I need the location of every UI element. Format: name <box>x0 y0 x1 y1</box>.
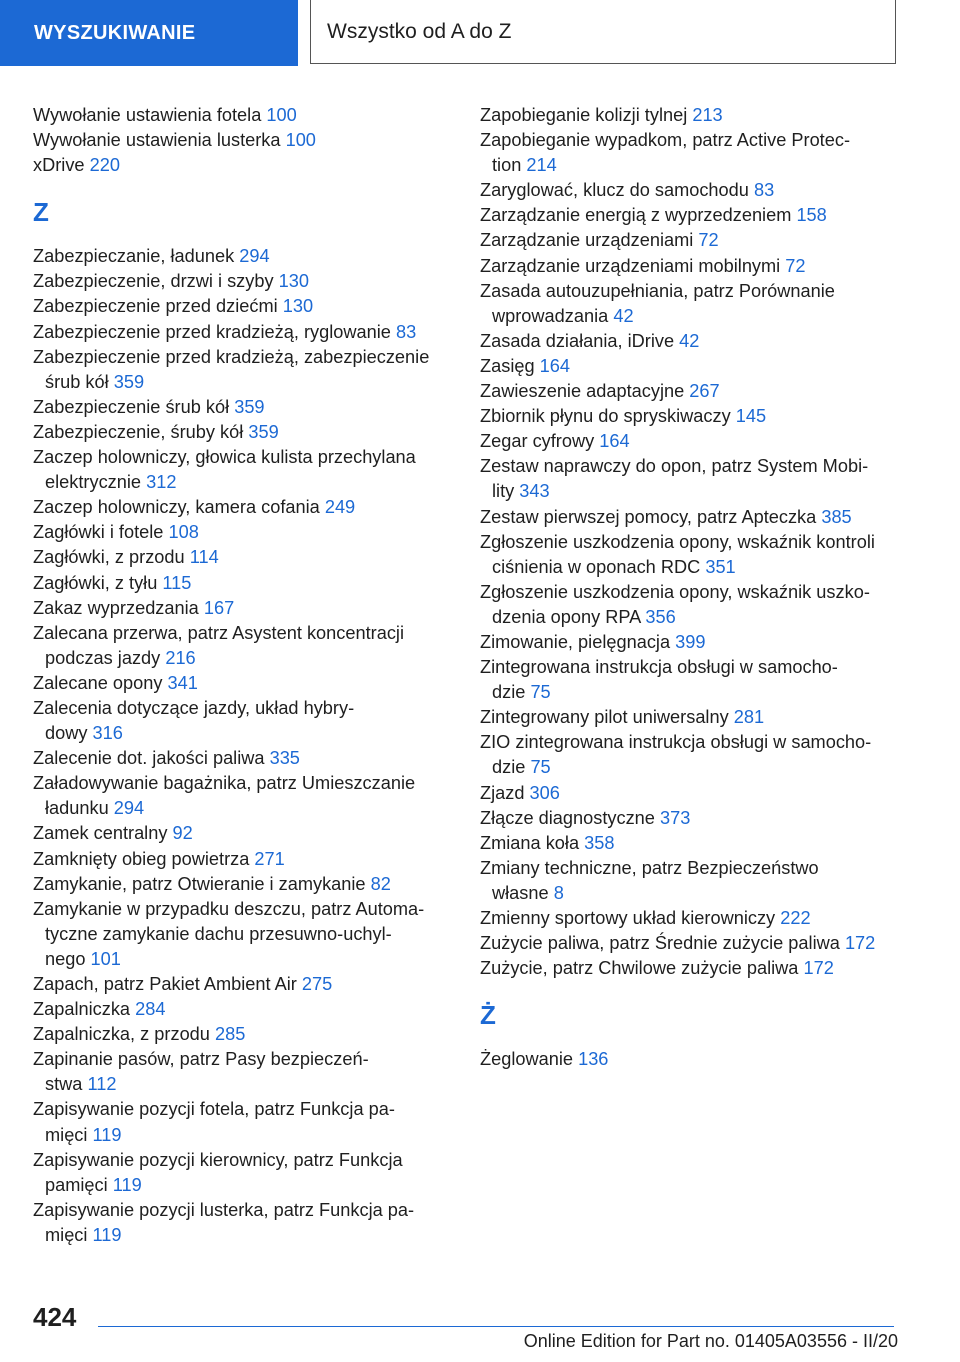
index-entry-text: Zamek centralny <box>33 823 168 844</box>
index-entry <box>480 655 910 705</box>
page-reference-link[interactable]: 359 <box>234 396 265 417</box>
page-reference-link[interactable]: 164 <box>539 355 571 376</box>
index-entry <box>33 294 458 319</box>
index-entry-text: elektrycznie <box>45 472 142 493</box>
index-entry-text: Zaczep holowniczy, kamera cofania <box>33 497 320 518</box>
index-entry <box>33 621 458 671</box>
section-tab[interactable]: WYSZUKIWANIE <box>0 0 298 66</box>
index-entry-text: Zarządzanie energią z wyprzedzeniem <box>480 205 792 226</box>
page-reference-link[interactable]: 92 <box>172 823 193 844</box>
index-entry <box>33 1148 458 1198</box>
index-entry-text: Zagłówki, z tyłu <box>33 572 158 593</box>
index-entry <box>480 279 910 329</box>
page-reference-link[interactable]: 114 <box>189 547 219 568</box>
index-entry <box>33 128 458 153</box>
index-entry <box>33 997 458 1022</box>
index-entry-text: Złącze diagnostyczne <box>480 807 655 828</box>
page-reference-link[interactable]: 130 <box>282 296 314 317</box>
page-reference-link[interactable]: 214 <box>526 155 557 176</box>
page-reference-link[interactable]: 249 <box>324 497 356 518</box>
index-entry <box>480 354 910 379</box>
page-reference-link[interactable]: 82 <box>370 873 391 894</box>
index-entry-text: Zapobieganie kolizji tylnej <box>480 105 688 125</box>
index-entry-text: Wywołanie ustawienia fotela <box>33 105 262 125</box>
index-entry-text: Zimowanie, pielęgnacja <box>480 631 671 652</box>
index-entry-text: dzie <box>492 757 526 778</box>
page-reference-link[interactable]: 83 <box>395 321 417 342</box>
index-entry <box>33 495 458 520</box>
index-entry <box>480 128 910 178</box>
page-reference-link[interactable]: 294 <box>239 246 270 267</box>
page-reference-link[interactable]: 341 <box>167 672 198 693</box>
index-entry <box>33 571 458 596</box>
index-entry <box>480 806 910 831</box>
page-reference-link[interactable]: 42 <box>613 305 634 326</box>
index-entry-text: Zalecenie dot. jakości paliwa <box>33 748 265 769</box>
page-reference-link[interactable]: 42 <box>679 330 700 351</box>
page-reference-link[interactable]: 220 <box>89 155 120 176</box>
index-entry-text: mięci <box>45 1124 88 1145</box>
page-reference-link[interactable]: 101 <box>90 948 121 969</box>
page-reference-link[interactable]: 356 <box>645 606 676 627</box>
index-entry <box>480 203 910 228</box>
index-entry-text: Zagłówki, z przodu <box>33 547 185 568</box>
index-entry-text: Zamykanie w przypadku deszczu, patrz Automa- <box>33 898 425 919</box>
index-entry <box>480 856 910 906</box>
index-entry <box>480 630 910 655</box>
index-entry <box>480 228 910 253</box>
index-entry-text: Zabezpieczenie przed kradzieżą, ryglowanie <box>33 321 391 342</box>
page-reference-link[interactable]: 164 <box>599 431 630 452</box>
index-letter-heading: Z <box>33 197 49 228</box>
index-entry-text: Zarządzanie urządzeniami mobilnymi <box>480 255 781 276</box>
index-entry <box>33 153 458 178</box>
index-entry-text: Zasada działania, iDrive <box>480 330 675 351</box>
page-reference-link[interactable]: 351 <box>705 556 736 577</box>
index-entry-text: Zintegrowany pilot uniwersalny <box>480 707 729 728</box>
index-entry-text: Zamknięty obieg powietrza <box>33 848 250 869</box>
index-entry-text: Zaryglować, klucz do samochodu <box>480 180 749 201</box>
page-number: 424 <box>33 1302 77 1332</box>
index-entry-text: Zagłówki i fotele <box>33 522 164 543</box>
index-entry-text: Zestaw naprawczy do opon, patrz System Mobi- <box>480 456 869 477</box>
page-reference-link[interactable]: 316 <box>92 723 123 744</box>
index-entry <box>480 178 910 203</box>
index-entry-text: Zestaw pierwszej pomocy, patrz Apteczka <box>480 506 817 527</box>
index-entry-text: tyczne zamykanie dachu przesuwno-uchyl- <box>45 923 392 944</box>
index-entry-text: Zużycie paliwa, patrz Średnie zużycie paliwa <box>480 933 840 954</box>
index-entry-text: Zapach, patrz Pakiet Ambient Air <box>33 974 297 994</box>
page-reference-link[interactable]: 281 <box>733 707 765 728</box>
page-reference-link[interactable]: 399 <box>675 631 706 652</box>
index-entry-text: Zapinanie pasów, patrz Pasy bezpieczeń- <box>33 1049 369 1070</box>
index-entry <box>33 821 458 846</box>
page-reference-link[interactable]: 72 <box>698 230 719 251</box>
index-entry <box>33 520 458 545</box>
index-entry <box>480 906 910 931</box>
index-entry-text: Zabezpieczenie przed kradzieżą, zabezpieczenie <box>33 346 430 367</box>
index-entry-text: Zużycie, patrz Chwilowe zużycie paliwa <box>480 958 799 979</box>
index-entry-text: ładunku <box>45 798 109 819</box>
index-entry-text: ZIO zintegrowana instrukcja obsługi w samocho- <box>480 732 872 753</box>
page-reference-link[interactable]: 100 <box>285 130 316 151</box>
index-entry-text: stwa <box>45 1074 83 1095</box>
page-reference-link[interactable]: 267 <box>689 381 720 402</box>
page-reference-link[interactable]: 359 <box>248 421 279 442</box>
page-reference-link[interactable]: 75 <box>530 682 551 703</box>
index-entry-text: dowy <box>45 723 88 744</box>
page-reference-link[interactable]: 172 <box>844 933 876 954</box>
index-entry <box>33 345 458 395</box>
index-entry-text: Zarządzanie urządzeniami <box>480 230 694 251</box>
index-entry-text: własne <box>492 882 549 903</box>
page-reference-link[interactable]: 385 <box>821 506 852 527</box>
page-reference-link[interactable]: 306 <box>529 782 560 803</box>
index-entry <box>33 103 458 128</box>
index-entry <box>33 671 458 696</box>
index-entry <box>480 781 910 806</box>
page-reference-link[interactable]: 8 <box>553 882 564 903</box>
chapter-title: Wszystko od A do Z <box>327 20 512 43</box>
page-reference-link[interactable]: 275 <box>301 974 333 994</box>
page-reference-link[interactable]: 213 <box>692 105 723 125</box>
index-entry-text: Zapalniczka, z przodu <box>33 1024 210 1045</box>
index-entry-text: dzie <box>492 682 526 703</box>
index-entry-text: Zapisywanie pozycji fotela, patrz Funkcja pa- <box>33 1099 395 1120</box>
index-entry <box>33 1198 458 1248</box>
page-reference-link[interactable]: 172 <box>803 958 834 979</box>
index-entry-text: dzenia opony RPA <box>492 606 641 627</box>
index-entry <box>33 1022 458 1047</box>
index-entry <box>33 269 458 294</box>
page-reference-link[interactable]: 119 <box>92 1224 122 1245</box>
index-entry <box>33 395 458 420</box>
index-entry-text: Zabezpieczenie, śruby kół <box>33 421 244 442</box>
page-reference-link[interactable]: 75 <box>530 757 551 778</box>
page-reference-link[interactable]: 222 <box>780 908 811 928</box>
page-reference-link[interactable]: 285 <box>214 1024 246 1045</box>
index-entry-text: Zbiornik płynu do spryskiwaczy <box>480 406 731 427</box>
index-entry-text: xDrive <box>33 155 85 176</box>
index-entry-text: Zgłoszenie uszkodzenia opony, wskaźnik kontroli <box>480 531 875 552</box>
index-entry <box>33 746 458 771</box>
index-entry <box>480 254 910 279</box>
page-reference-link[interactable]: 167 <box>203 597 235 618</box>
page-header <box>0 0 960 66</box>
page-reference-link[interactable]: 136 <box>578 1049 609 1070</box>
index-entry-text: Zapalniczka <box>33 999 131 1020</box>
index-entry <box>480 956 910 981</box>
index-entry <box>480 329 910 354</box>
index-entry-text: Zabezpieczanie, ładunek <box>33 246 235 267</box>
page-reference-link[interactable]: 130 <box>278 271 309 292</box>
page-reference-link[interactable]: 72 <box>785 255 806 276</box>
index-entry-text: Zaczep holowniczy, głowica kulista przechylana <box>33 447 416 468</box>
index-entry-text: Zakaz wyprzedzania <box>33 597 199 618</box>
index-entry-text: Zabezpieczenie przed dziećmi <box>33 296 278 317</box>
index-entry-text: Zamykanie, patrz Otwieranie i zamykanie <box>33 873 366 894</box>
index-entry <box>33 972 458 997</box>
page-reference-link[interactable]: 112 <box>87 1074 117 1095</box>
index-entry-text: śrub kół <box>45 371 109 392</box>
index-entry-text: tion <box>492 155 522 176</box>
index-entry <box>33 696 458 746</box>
index-entry-text: pamięci <box>45 1174 108 1195</box>
index-entry-text: lity <box>492 481 515 502</box>
page-reference-link[interactable]: 271 <box>254 848 285 869</box>
page-reference-link[interactable]: 373 <box>659 807 691 828</box>
index-entry-text: Zmiana koła <box>480 832 580 853</box>
index-entry <box>480 505 910 530</box>
index-entry-text: nego <box>45 948 86 969</box>
index-entry <box>480 103 910 128</box>
index-letter-heading: Ż <box>480 1000 496 1031</box>
index-entry-text: Zmiany techniczne, patrz Bezpieczeństwo <box>480 857 819 878</box>
index-entry <box>480 454 910 504</box>
index-entry <box>33 897 458 972</box>
index-entry <box>33 771 458 821</box>
index-entry <box>480 530 910 580</box>
footer-divider <box>98 1326 894 1327</box>
index-entry-text: Zabezpieczenie, drzwi i szyby <box>33 271 274 292</box>
index-entry <box>33 1097 458 1147</box>
page-reference-link[interactable]: 294 <box>113 798 145 819</box>
index-entry-text: Wywołanie ustawienia lusterka <box>33 130 281 151</box>
index-entry-text: podczas jazdy <box>45 647 161 668</box>
index-entry <box>480 1047 910 1072</box>
index-entry <box>480 429 910 454</box>
chapter-title-tab <box>310 0 896 64</box>
page-reference-link[interactable]: 312 <box>146 472 177 493</box>
index-entry-text: Zasada autouzupełniania, patrz Porównanie <box>480 280 835 301</box>
index-entry-text: Zapisywanie pozycji kierownicy, patrz Funkcja <box>33 1149 403 1170</box>
index-entry <box>480 705 910 730</box>
page-reference-link[interactable]: 216 <box>165 647 196 668</box>
index-entry <box>33 445 458 495</box>
index-entry <box>33 596 458 621</box>
index-entry <box>480 931 910 956</box>
index-entry-text: Załadowywanie bagażnika, patrz Umieszczanie <box>33 773 416 794</box>
page-reference-link[interactable]: 158 <box>796 205 827 226</box>
index-entry-text: Zalecane opony <box>33 672 163 693</box>
index-entry-text: Zgłoszenie uszkodzenia opony, wskaźnik uszko- <box>480 581 870 602</box>
page-reference-link[interactable]: 284 <box>135 999 166 1020</box>
index-column-right <box>480 103 910 1072</box>
index-entry-text: Zasięg <box>480 355 535 376</box>
page-reference-link[interactable]: 83 <box>753 180 775 201</box>
index-entry-text: Żeglowanie <box>480 1049 574 1070</box>
page-reference-link[interactable]: 343 <box>519 481 550 502</box>
page-reference-link[interactable]: 359 <box>113 371 145 392</box>
page-reference-link[interactable]: 335 <box>269 748 300 769</box>
index-entry-text: Zalecana przerwa, patrz Asystent koncentracji <box>33 622 404 643</box>
index-entry-text: wprowadzania <box>492 305 609 326</box>
page-reference-link[interactable]: 358 <box>584 832 615 853</box>
index-entry-text: Zjazd <box>480 782 525 803</box>
index-entry-text: mięci <box>45 1224 88 1245</box>
index-entry <box>33 1047 458 1097</box>
index-entry <box>480 831 910 856</box>
page-reference-link[interactable]: 115 <box>162 572 192 593</box>
index-entry-text: Zapobieganie wypadkom, patrz Active Protec- <box>480 130 851 151</box>
index-entry <box>33 545 458 570</box>
page-reference-link[interactable]: 108 <box>168 522 199 543</box>
index-entry-text: Zapisywanie pozycji lusterka, patrz Funkcja pa- <box>33 1199 415 1220</box>
index-entry-text: Zmienny sportowy układ kierowniczy <box>480 908 776 928</box>
index-entry <box>480 379 910 404</box>
page-reference-link[interactable]: 119 <box>112 1174 142 1195</box>
index-entry <box>33 320 458 345</box>
index-entry-text: Zegar cyfrowy <box>480 431 595 452</box>
index-entry <box>480 730 910 780</box>
index-entry <box>480 404 910 429</box>
index-entry-text: Zawieszenie adaptacyjne <box>480 381 685 402</box>
index-entry-text: Zalecenia dotyczące jazdy, układ hybry- <box>33 697 355 718</box>
index-entry <box>33 420 458 445</box>
page-reference-link[interactable]: 145 <box>735 406 767 427</box>
index-entry <box>33 847 458 872</box>
page-reference-link[interactable]: 100 <box>266 105 297 125</box>
index-entry <box>33 872 458 897</box>
index-entry-text: ciśnienia w oponach RDC <box>492 556 701 577</box>
index-entry <box>480 580 910 630</box>
index-entry <box>33 244 458 269</box>
edition-note: Online Edition for Part no. 01405A03556 - II/20 <box>523 1331 898 1351</box>
page-reference-link[interactable]: 119 <box>92 1124 122 1145</box>
index-entry-text: Zabezpieczenie śrub kół <box>33 396 230 417</box>
index-entry-text: Zintegrowana instrukcja obsługi w samocho- <box>480 657 838 678</box>
index-column-left <box>33 103 458 1248</box>
